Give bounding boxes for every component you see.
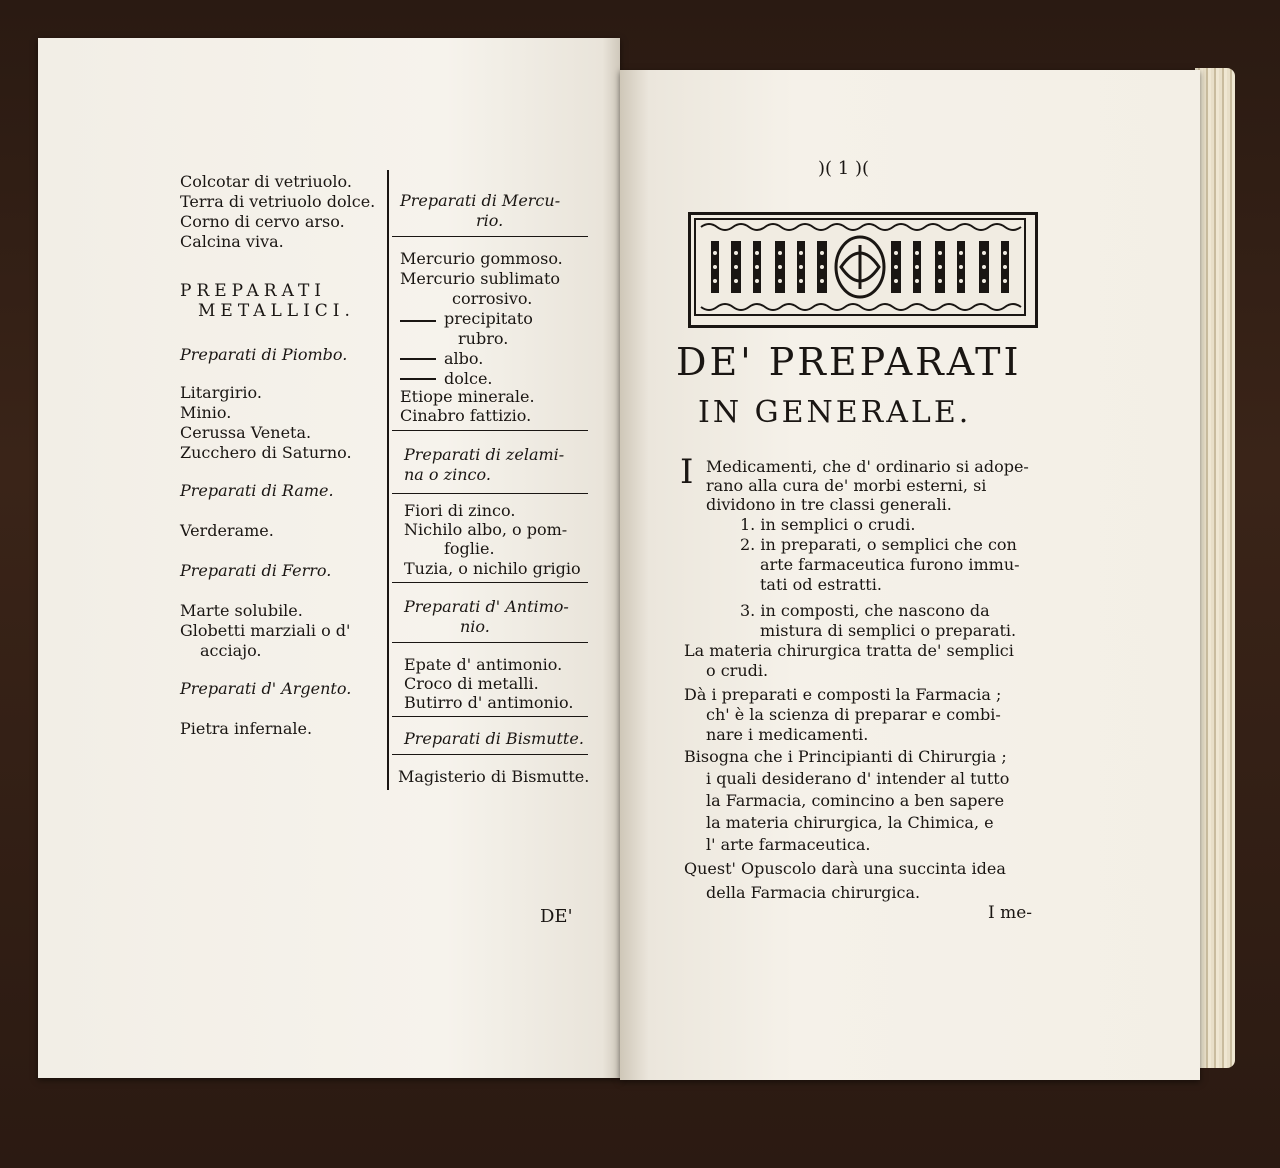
list-item: Preparati di Ferro.: [180, 561, 332, 580]
chapter-subtitle: IN GENERALE.: [698, 395, 972, 430]
page-edges: [1195, 68, 1235, 1068]
list-item: Preparati d' Antimo-: [404, 597, 569, 616]
body-line: Bisogna che i Principianti di Chirurgia ;: [684, 747, 1007, 766]
dash-mark: [400, 358, 436, 360]
body-line: ch' è la scienza di preparar e combi-: [706, 705, 1001, 724]
metallic-heading-2: METALLICI.: [198, 301, 355, 321]
body-line: Dà i preparati e composti la Farmacia ;: [684, 685, 1002, 704]
body-line: 1. in semplici o crudi.: [740, 515, 916, 534]
list-item: Zucchero di Saturno.: [180, 443, 352, 462]
rule: [392, 754, 588, 755]
list-item: Cerussa Veneta.: [180, 423, 312, 442]
drop-capital: I: [680, 452, 694, 492]
body-line: della Farmacia chirurgica.: [706, 883, 921, 902]
list-item: Globetti marziali o d': [180, 621, 351, 640]
body-line: nare i medicamenti.: [706, 725, 869, 744]
chapter-title: DE' PREPARATI: [676, 340, 1022, 384]
rule: [392, 582, 588, 583]
body-line: Medicamenti, che d' ordinario si adope-: [706, 457, 1029, 476]
body-line: La materia chirurgica tratta de' semplici: [684, 641, 1014, 660]
right-catchword: I me-: [988, 903, 1033, 923]
list-item: corrosivo.: [452, 289, 533, 308]
list-item: Preparati di Piombo.: [180, 345, 348, 364]
list-item: Nichilo albo, o pom-: [404, 520, 568, 539]
body-line: la Farmacia, comincino a ben sapere: [706, 791, 1005, 810]
list-item: Preparati d' Argento.: [180, 679, 352, 698]
list-item: na o zinco.: [404, 465, 491, 484]
body-line: 2. in preparati, o semplici che con: [740, 535, 1017, 554]
list-item: Calcina viva.: [180, 232, 284, 251]
body-line: l' arte farmaceutica.: [706, 835, 871, 854]
body-line: tati od estratti.: [760, 575, 882, 594]
list-item: Mercurio gommoso.: [400, 249, 563, 268]
list-item: Terra di vetriuolo dolce.: [180, 192, 376, 211]
list-item: Cinabro fattizio.: [400, 406, 532, 425]
list-item: Pietra infernale.: [180, 719, 313, 738]
body-line: mistura di semplici o preparati.: [760, 621, 1017, 640]
list-item: rio.: [476, 211, 504, 230]
list-item: Preparati di Rame.: [180, 481, 334, 500]
list-item: Preparati di zelami-: [404, 445, 565, 464]
list-item: Minio.: [180, 403, 232, 422]
column-divider: [387, 170, 389, 790]
list-item: Verderame.: [180, 521, 274, 540]
body-line: la materia chirurgica, la Chimica, e: [706, 813, 994, 832]
page-number: )( 1 )(: [818, 158, 869, 179]
body-line: i quali desiderano d' intender al tutto: [706, 769, 1010, 788]
list-item: Fiori di zinco.: [404, 501, 516, 520]
dash-mark: [400, 320, 436, 322]
list-item: Colcotar di vetriuolo.: [180, 172, 352, 191]
rule: [392, 236, 588, 237]
rule: [392, 430, 588, 431]
body-line: rano alla cura de' morbi esterni, si: [706, 476, 987, 495]
body-line: Quest' Opuscolo darà una succinta idea: [684, 859, 1006, 878]
body-line: dividono in tre classi generali.: [706, 495, 952, 514]
list-item: nio.: [460, 617, 490, 636]
list-item: Butirro d' antimonio.: [404, 693, 574, 712]
list-item: Etiope minerale.: [400, 387, 535, 406]
list-item: Corno di cervo arso.: [180, 212, 345, 231]
body-line: 3. in composti, che nascono da: [740, 601, 990, 620]
rule: [392, 493, 588, 494]
list-item: Marte solubile.: [180, 601, 303, 620]
list-item: Epate d' antimonio.: [404, 655, 563, 674]
left-catchword: DE': [540, 906, 573, 927]
list-item: foglie.: [444, 539, 495, 558]
list-item: rubro.: [458, 329, 509, 348]
ornamental-headpiece: [688, 212, 1038, 328]
list-item: acciajo.: [200, 641, 262, 660]
list-item: albo.: [444, 349, 484, 368]
list-item: Tuzia, o nichilo grigio: [404, 559, 581, 578]
rule: [392, 642, 588, 643]
list-item: Mercurio sublimato: [400, 269, 561, 288]
list-item: Croco di metalli.: [404, 674, 539, 693]
body-line: arte farmaceutica furono immu-: [760, 555, 1020, 574]
dash-mark: [400, 378, 436, 380]
body-line: o crudi.: [706, 661, 769, 680]
list-item: precipitato: [444, 309, 533, 328]
list-item: Preparati di Mercu-: [400, 191, 561, 210]
rule: [392, 716, 588, 717]
list-item: dolce.: [444, 369, 493, 388]
list-item: Preparati di Bismutte.: [404, 729, 584, 748]
list-item: Litargirio.: [180, 383, 262, 402]
list-item: Magisterio di Bismutte.: [398, 767, 590, 786]
metallic-heading-1: PREPARATI: [180, 281, 327, 301]
